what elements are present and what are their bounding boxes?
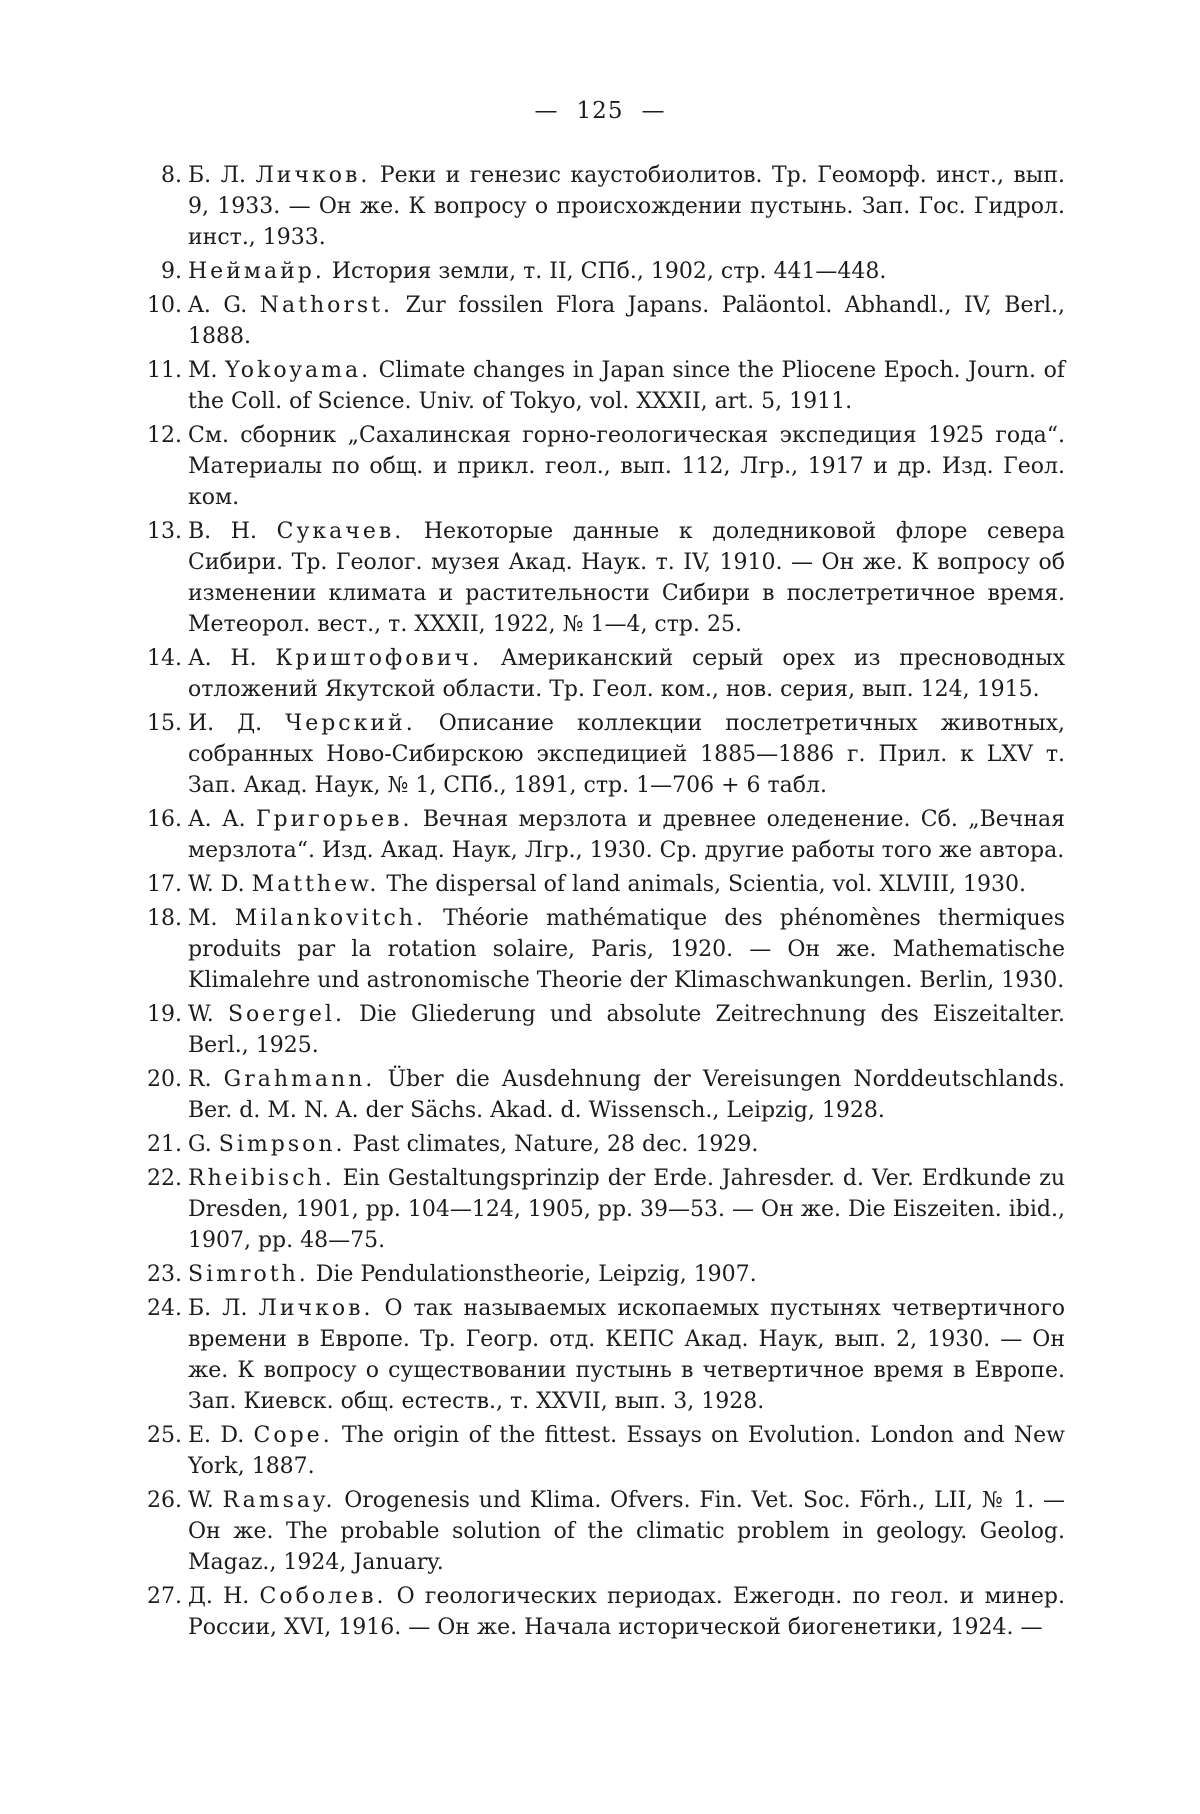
reference-number: 26.: [140, 1485, 182, 1516]
reference-initials: А. А.: [188, 807, 246, 832]
reference-item: [140, 1259, 1065, 1290]
reference-author: Личков.: [259, 1296, 374, 1321]
reference-number: 13.: [140, 516, 182, 547]
reference-author: Неймайр.: [188, 259, 325, 284]
reference-author: Черский.: [285, 711, 416, 736]
reference-list: [140, 160, 1065, 1646]
reference-initials: W.: [188, 1488, 214, 1513]
reference-author: Личков.: [255, 163, 370, 188]
reference-author: Григорьев.: [256, 807, 413, 832]
reference-number: 12.: [140, 420, 182, 451]
reference-number: 23.: [140, 1259, 182, 1290]
page-number: 125: [577, 98, 624, 124]
reference-item: [140, 160, 1065, 253]
reference-number: 16.: [140, 804, 182, 835]
reference-initials: R.: [188, 1067, 212, 1092]
reference-number: 11.: [140, 355, 182, 386]
reference-number: 14.: [140, 643, 182, 674]
reference-author: Yokoyama.: [225, 358, 371, 383]
reference-item: [140, 1064, 1065, 1126]
reference-number: 27.: [140, 1581, 182, 1612]
reference-initials: Б. Л.: [188, 1296, 248, 1321]
reference-item: [140, 516, 1065, 640]
reference-item: [140, 290, 1065, 352]
header-dash-right: —: [641, 98, 665, 124]
reference-number: 24.: [140, 1293, 182, 1324]
reference-number: 19.: [140, 999, 182, 1030]
header-dash-left: —: [535, 98, 559, 124]
reference-text: Реки и генезис каустобиолитов. Тр. Геоморф. инст., вып. 9, 1933. — Он же. К вопросу о происхождении пустынь. Зап. Гос. Гидрол. инст., 1933.: [188, 163, 1065, 250]
reference-author: Cope.: [254, 1423, 333, 1448]
page-header: [0, 98, 1200, 124]
reference-initials: E. D.: [188, 1423, 244, 1448]
reference-initials: W. D.: [188, 872, 245, 897]
reference-text: Über die Ausdehnung der Vereisungen Norddeutschlands. Ber. d. M. N. A. der Sächs. Akad. d. Wissensch., Leipzig, 1928.: [188, 1067, 1065, 1123]
reference-number: 25.: [140, 1420, 182, 1451]
reference-item: [140, 1129, 1065, 1160]
reference-initials: Б. Л.: [188, 163, 246, 188]
reference-number: 20.: [140, 1064, 182, 1095]
reference-item: [140, 420, 1065, 513]
reference-author: Soergel.: [228, 1002, 345, 1027]
reference-text: Climate changes in Japan since the Pliocene Epoch. Journ. of the Coll. of Science. Univ. of Tokyo, vol. XXXII, art. 5, 1911.: [188, 358, 1065, 414]
reference-text: Past climates, Nature, 28 dec. 1929.: [353, 1132, 759, 1157]
reference-text: The origin of the fittest. Essays on Evolution. London and New York, 1887.: [188, 1423, 1065, 1479]
reference-author: Simpson.: [219, 1132, 346, 1157]
reference-author: Milankovitch.: [235, 906, 426, 931]
reference-initials: W.: [188, 1002, 214, 1027]
reference-number: 8.: [140, 160, 182, 191]
reference-initials: M.: [188, 358, 218, 383]
reference-text: О так называемых ископаемых пустынях четвертичного времени в Европе. Тр. Геогр. отд. КЕПС Акад. Наук, вып. 2, 1930. — Он же. К вопросу о существовании пустынь в четвертичное время в Европе. Зап. Киевск. общ. естеств., т. XXVII, вып. 3, 1928.: [188, 1296, 1065, 1414]
reference-item: [140, 643, 1065, 705]
reference-text: Описание коллекции послетретичных животных, собранных Ново-Сибирскою экспедицией 1885—1886 г. Прил. к LXV т. Зап. Акад. Наук, № 1, СПб., 1891, стр. 1—706 + 6 табл.: [188, 711, 1065, 798]
reference-item: [140, 256, 1065, 287]
reference-text: История земли, т. II, СПб., 1902, стр. 441—448.: [332, 259, 887, 284]
reference-initials: M.: [188, 906, 218, 931]
reference-author: Сукачев.: [277, 519, 405, 544]
reference-item: [140, 1581, 1065, 1643]
reference-text: Вечная мерзлота и древнее оледенение. Сб. „Вечная мерзлота“. Изд. Акад. Наук, Лгр., 1930. Ср. другие работы того же автора.: [188, 807, 1065, 863]
reference-initials: G.: [188, 1132, 212, 1157]
reference-number: 22.: [140, 1163, 182, 1194]
reference-item: [140, 708, 1065, 801]
reference-item: [140, 999, 1065, 1061]
reference-text: Zur fossilen Flora Japans. Paläontol. Abhandl., IV, Berl., 1888.: [188, 293, 1065, 349]
reference-initials: В. Н.: [188, 519, 257, 544]
reference-author: Соболев.: [260, 1584, 387, 1609]
book-page: [0, 0, 1200, 1814]
reference-author: Rheibisch.: [188, 1166, 335, 1191]
reference-item: [140, 1420, 1065, 1482]
reference-text: Американский серый орех из пресноводных отложений Якутской области. Тр. Геол. ком., нов. серия, вып. 124, 1915.: [188, 646, 1065, 702]
reference-text: См. сборник „Сахалинская горно-геологическая экспедиция 1925 года“. Материалы по общ. и прикл. геол., вып. 112, Лгр., 1917 и др. Изд. Геол. ком.: [188, 423, 1065, 510]
reference-item: [140, 1163, 1065, 1256]
reference-text: Ein Gestaltungsprinzip der Erde. Jahresder. d. Ver. Erdkunde zu Dresden, 1901, pp. 104—124, 1905, pp. 39—53. — Он же. Die Eiszeiten. ibid., 1907, pp. 48—75.: [188, 1166, 1065, 1253]
reference-number: 21.: [140, 1129, 182, 1160]
reference-text: Théorie mathématique des phénomènes thermiques produits par la rotation solaire, Paris, 1920. — Он же. Mathematische Klimalehre und astronomische Theorie der Klimaschwankungen. Berlin, 1930.: [188, 906, 1065, 993]
reference-initials: A. G.: [188, 293, 247, 318]
reference-number: 9.: [140, 256, 182, 287]
reference-author: Simroth.: [188, 1262, 309, 1287]
reference-author: Nathorst.: [260, 293, 393, 318]
reference-item: [140, 869, 1065, 900]
reference-text: Die Pendulationstheorie, Leipzig, 1907.: [316, 1262, 757, 1287]
reference-text: Die Gliederung und absolute Zeitrechnung des Eiszeitalter. Berl., 1925.: [188, 1002, 1065, 1058]
reference-author: Криштофович.: [275, 646, 482, 671]
reference-number: 15.: [140, 708, 182, 739]
reference-initials: И. Д.: [188, 711, 262, 736]
reference-number: 17.: [140, 869, 182, 900]
reference-initials: А. Н.: [188, 646, 257, 671]
reference-initials: Д. Н.: [188, 1584, 249, 1609]
reference-text: Некоторые данные к доледниковой флоре севера Сибири. Тр. Геолог. музея Акад. Наук. т. IV, 1910. — Он же. К вопросу об изменении климата и растительности Сибири в послетретичное время. Метеорол. вест., т. XXXII, 1922, № 1—4, стр. 25.: [188, 519, 1065, 637]
reference-number: 10.: [140, 290, 182, 321]
reference-item: [140, 903, 1065, 996]
reference-item: [140, 804, 1065, 866]
reference-author: Grahmann.: [224, 1067, 376, 1092]
reference-text: О геологических периодах. Ежегодн. по геол. и минер. России, XVI, 1916. — Он же. Начала исторической биогенетики, 1924. —: [188, 1584, 1065, 1640]
reference-text: Orogenesis und Klima. Ofvers. Fin. Vet. Soc. Förh., LII, № 1. — Он же. The probable solution of the climatic problem in geology. Geolog. Magaz., 1924, January.: [188, 1488, 1065, 1575]
reference-item: [140, 1293, 1065, 1417]
reference-author: Ramsay.: [223, 1488, 336, 1513]
reference-item: [140, 355, 1065, 417]
reference-number: 18.: [140, 903, 182, 934]
reference-text: The dispersal of land animals, Scientia, vol. XLVIII, 1930.: [386, 872, 1026, 897]
reference-item: [140, 1485, 1065, 1578]
reference-author: Matthew.: [252, 872, 380, 897]
